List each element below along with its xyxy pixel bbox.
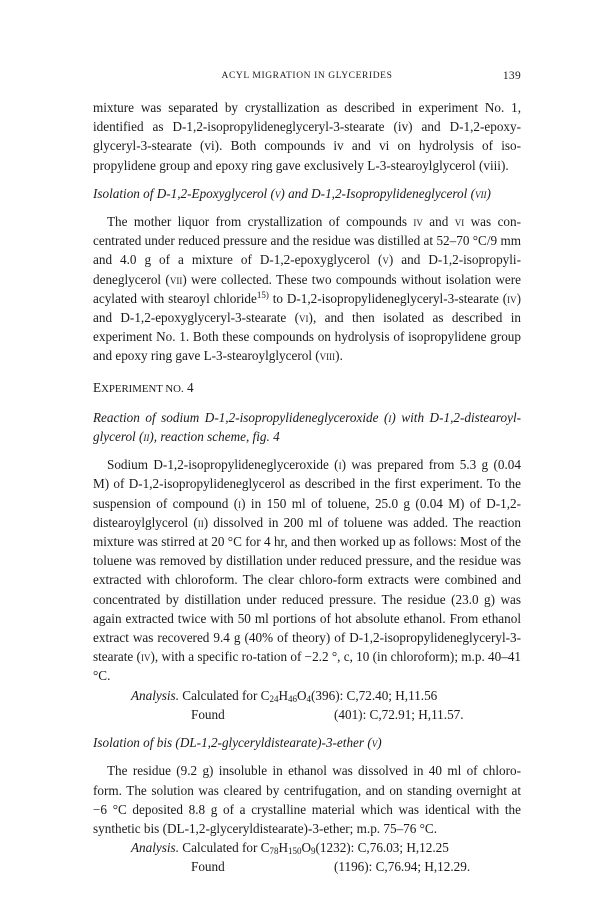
paragraph-mother-liquor: The mother liquor from crystallization of compounds iv and vi was con-centrated under reduced pressure and the residue was distilled at 52–70 °C/9 mm and 4.0 g of a mixture of D-1,2-epoxyglycerol (v) and D-1,2-isopropyli-deneglycerol (vii) were collected. These two compounds without isolation were acylated with stearoyl chloride$^{15)}$ to D-1,2-isopropylideneglyceryl-3-stearate (iv) and D-1,2-epoxyglyceryl-3-stearate (vi), and then isolated as described in experiment No. 1. Both these compounds on hydrolysis of isopropylidene group and epoxy ring gave L-3-stearoylglycerol (viii).	[93, 214, 521, 364]
section-heading-isolation-ether: Isolation of bis (DL-1,2-glyceryldistearate)-3-ether (v)	[93, 735, 382, 751]
analysis-calculated-2: Analysis. Calculated for $C_{78}H_{150}O_9(1232)$: C,76.03; H,12.25	[131, 840, 449, 857]
paragraph-residue: The residue (9.2 g) insoluble in ethanol was dissolved in 40 ml of chloro-form. The solution was cleared by centrifugation, and on standing overnight at −6 °C deposited 8.8 g of a crystalline material which was identical with the synthetic bis (DL-1,2-glyceryldistearate)-3-ether; m.p. 75–76 °C.	[93, 763, 521, 836]
experiment-heading: EXPERIMENT NO. 4	[93, 379, 194, 395]
paragraph-continuation: mixture was separated by crystallization as described in experiment No. 1, identified as D-1,2-isopropylideneglyceryl-3-stearate (iv) and D-1,2-epoxy-glyceryl-3-stearate (vi). Both compounds iv and vi on hydrolysis of iso-propylidene group and epoxy ring gave exclusively L-3-stearoylglycerol (viii).	[93, 100, 521, 173]
body-text	[93, 98, 521, 877]
analysis-found-2: Found (1196): C,76.94; H,12.29.	[191, 859, 471, 875]
running-title: ACYL MIGRATION IN GLYCERIDES	[221, 71, 393, 81]
analysis-found-1: Found (401): C,72.91; H,11.57.	[191, 706, 464, 722]
section-heading-reaction: Reaction of sodium D-1,2-isopropylideneglyceroxide (i) with D-1,2-distearoyl-glycerol (ii), reaction scheme, fig. 4	[93, 409, 521, 445]
analysis-calculated-1: Analysis. Calculated for $C_{24}H_{46}O_4(396)$: C,72.40; H,11.56	[131, 687, 438, 704]
section-heading-isolation-epoxyglycerol: Isolation of D-1,2-Epoxyglycerol (v) and D-1,2-Isopropylideneglycerol (vii)	[93, 185, 491, 201]
paragraph-sodium-preparation: Sodium D-1,2-isopropylideneglyceroxide (i) was prepared from 5.3 g (0.04 M) of D-1,2-isopropylideneglycerol as described in the first experiment. To the suspension of compound (i) in 150 ml of toluene, 25.0 g (0.04 M) of D-1,2-distearoylglycerol (ii) dissolved in 200 ml of toluene was added. The reaction mixture was stirred at 20 °C for 4 hr, and then worked up as follows: Most of the toluene was removed by distillation under reduced pressure, and the residue was extracted with chloroform. The clear chloro-form extracts were combined and concentrated by distillation under reduced pressure. The residue (23.0 g) was again extracted twice with 50 ml portions of hot absolute ethanol. From ethanol extract was recovered 9.4 g (40% of theory) of D-1,2-isopropylideneglyceryl-3-stearate (iv), with a specific ro-tation of −2.2 °, c, 10 (in chloroform); m.p. 40–41 °C.	[93, 457, 522, 684]
page-number: 139	[502, 70, 521, 82]
reference-superscript: 15)	[256, 289, 269, 300]
